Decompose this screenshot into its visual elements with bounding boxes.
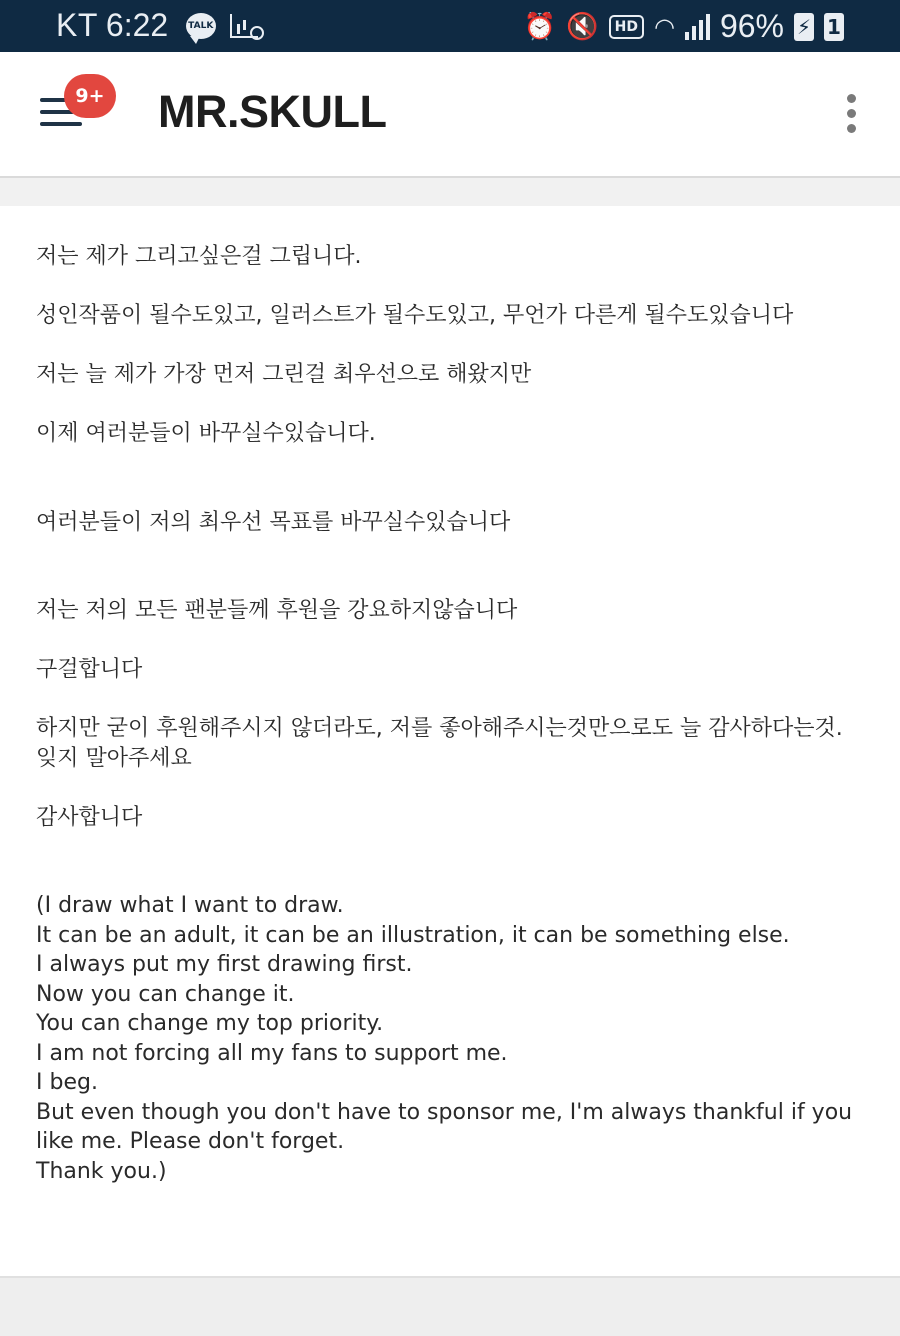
text-line: Now you can change it.	[36, 981, 295, 1007]
mute-icon: 🔇	[566, 11, 599, 42]
paragraph: 여러분들이 저의 최우선 목표를 바꾸실수있습니다	[36, 509, 511, 535]
text-line: It can be an adult, it can be an illustration, it can be something else.	[36, 922, 790, 948]
talk-icon	[186, 13, 216, 39]
stats-icon	[230, 14, 258, 38]
paragraph: 감사합니다	[36, 804, 143, 830]
carrier-label: KT	[56, 7, 98, 43]
bolt-icon: ⚡	[794, 13, 814, 41]
text-line: You can change my top priority.	[36, 1011, 384, 1036]
text-line: Thank you.)	[36, 1158, 167, 1184]
battery-percent: 96%	[719, 8, 784, 44]
paragraph: 저는 제가 그리고싶은걸 그립니다.	[36, 244, 362, 269]
alarm-icon: ⏰	[523, 11, 557, 42]
hd-icon: HD	[609, 15, 644, 39]
text-line: I am not forcing all my fans to support me.	[36, 1040, 508, 1066]
status-left	[56, 7, 258, 44]
post-body	[36, 242, 866, 1186]
english-text-block	[36, 891, 866, 1186]
menu-icon	[40, 98, 66, 102]
clock: 6:22	[105, 7, 169, 43]
wifi-icon: ◠	[654, 12, 675, 41]
text-line: (I draw what I want to draw.	[36, 893, 344, 918]
text-line: I always put my first drawing first.	[36, 952, 413, 977]
paragraph: 하지만 굳이 후원해주시지 않더라도, 저를 좋아해주시는것만으로도 늘 감사하다는것. 잊지 말아주세요	[36, 716, 850, 771]
korean-text-block	[36, 242, 866, 832]
sim-slot-badge: 1	[824, 13, 844, 41]
status-bar	[0, 0, 900, 52]
kebab-dot-icon	[847, 109, 856, 118]
bottom-divider	[0, 1276, 900, 1336]
talk-icon-label: TALK	[188, 20, 214, 31]
notification-badge[interactable]: 9+	[64, 74, 116, 118]
paragraph: 저는 저의 모든 팬분들께 후원을 강요하지않습니다	[36, 598, 518, 623]
paragraph: 성인작품이 될수도있고, 일러스트가 될수도있고, 무언가 다른게 될수도있습니다	[36, 303, 794, 328]
paragraph: 저는 늘 제가 가장 먼저 그린걸 최우선으로 해왔지만	[36, 362, 532, 387]
divider-strip	[0, 178, 900, 206]
paragraph: 이제 여러분들이 바꾸실수있습니다.	[36, 421, 376, 446]
kebab-dot-icon	[847, 124, 856, 133]
paragraph: 구걸합니다	[36, 657, 143, 682]
text-line: But even though you don't have to sponsor me, I'm always thankful if you like me. Please don't forget.	[36, 1099, 860, 1154]
menu-icon-line	[40, 122, 82, 126]
page-title: MR.SKULL	[158, 86, 387, 137]
text-line: I beg.	[36, 1070, 98, 1095]
post-content	[0, 206, 900, 1274]
app-bar	[0, 52, 900, 178]
kebab-dot-icon	[847, 94, 856, 103]
signal-icon	[685, 14, 710, 40]
status-right	[524, 8, 844, 45]
more-options-button[interactable]	[842, 92, 862, 136]
